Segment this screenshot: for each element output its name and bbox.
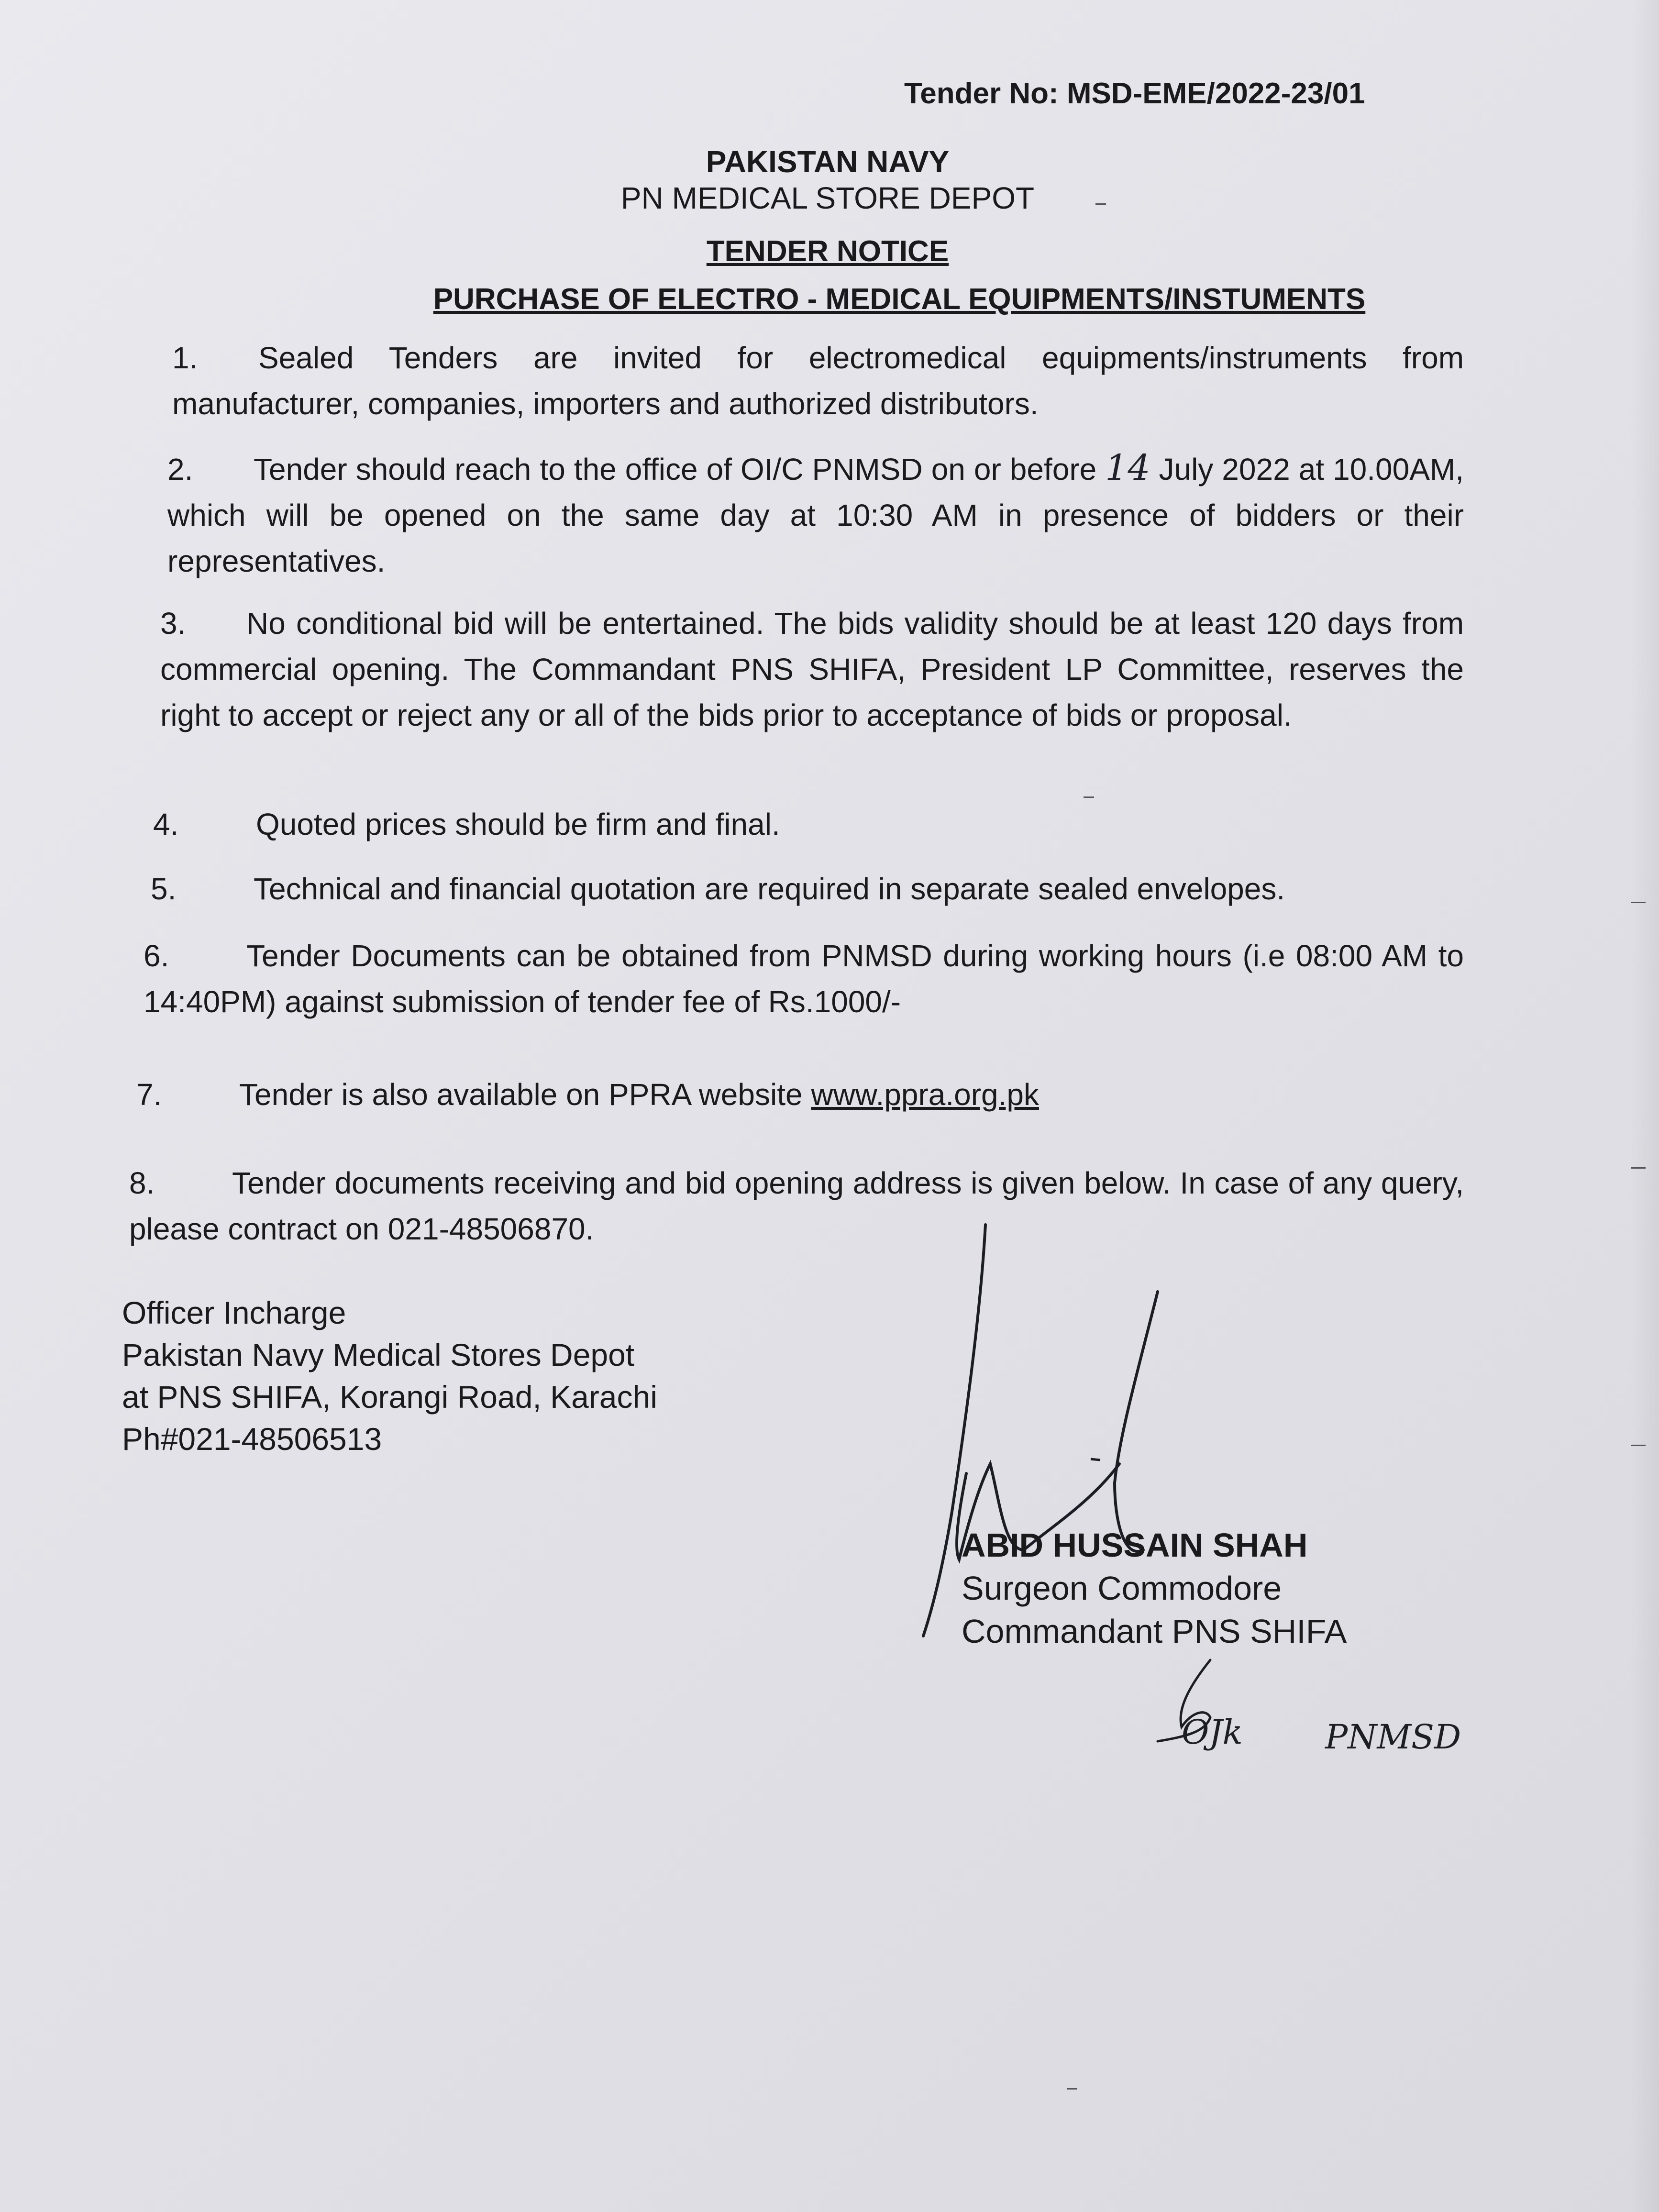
page-speck	[1631, 1445, 1646, 1446]
organization-name: PAKISTAN NAVY	[706, 144, 950, 179]
paragraph-number: 7.	[136, 1077, 162, 1112]
paragraph-number: 6.	[144, 939, 169, 973]
notice-title: TENDER NOTICE	[706, 235, 949, 268]
tender-number: Tender No: MSD-EME/2022-23/01	[904, 77, 1365, 110]
signatory-designation: Commandant PNS SHIFA	[962, 1613, 1347, 1650]
signatory-rank: Surgeon Commodore	[962, 1570, 1282, 1607]
paragraph-number: 8.	[129, 1166, 155, 1200]
paragraph-number: 4.	[153, 807, 179, 841]
handwritten-initials: OJk	[1182, 1713, 1243, 1752]
paragraph-7	[136, 1072, 1466, 1117]
page-shadow-edge	[1630, 0, 1659, 2212]
handwritten-unit-note: PNMSD	[1325, 1717, 1461, 1757]
address-phone: Ph#021-48506513	[122, 1421, 382, 1457]
paragraph-text: Tender Documents can be obtained from PNMSD during working hours (i.e 08:00 AM to 14:40PM) against submission of tender fee of Rs.1000/-	[144, 939, 1464, 1019]
signatory-name: ABID HUSSAIN SHAH	[962, 1526, 1308, 1564]
paragraph-text: No conditional bid will be entertained. The bids validity should be at least 120 days from commercial opening. The Commandant PNS SHIFA, President LP Committee, reserves the right to accept or reject any or all of the bids prior to acceptance of bids or proposal.	[160, 606, 1464, 732]
address-line: Officer Incharge	[122, 1295, 346, 1330]
address-line: at PNS SHIFA, Korangi Road, Karachi	[122, 1379, 657, 1415]
document-header	[478, 144, 1177, 216]
page-speck	[1631, 1167, 1646, 1169]
paragraph-text: Technical and financial quotation are required in separate sealed envelopes.	[254, 872, 1285, 906]
handwritten-day: 14	[1105, 447, 1150, 488]
paragraph-3	[160, 600, 1464, 738]
address-block	[122, 1292, 657, 1460]
page-speck	[1095, 203, 1106, 205]
paragraph-text: Sealed Tenders are invited for electromedical equipments/instruments from manufacturer, companies, importers and authorized distributors.	[172, 341, 1464, 421]
paragraph-number: 1.	[172, 341, 198, 375]
ppra-website-link[interactable]: www.ppra.org.pk	[811, 1077, 1039, 1112]
paragraph-text: Tender documents receiving and bid opening address is given below. In case of any query, please contract on 021-48506870.	[129, 1166, 1464, 1246]
signatory-block	[962, 1524, 1347, 1653]
paragraph-number: 5.	[151, 872, 177, 906]
page-speck	[1631, 902, 1646, 903]
notice-subject: PURCHASE OF ELECTRO - MEDICAL EQUIPMENTS/INSTUMENTS	[433, 283, 1366, 316]
paragraph-number: 2.	[167, 452, 193, 487]
paragraph-text: Quoted prices should be firm and final.	[256, 807, 780, 841]
paragraph-6	[144, 933, 1464, 1025]
address-line: Pakistan Navy Medical Stores Depot	[122, 1337, 635, 1372]
paragraph-8	[129, 1160, 1464, 1252]
page-speck	[1084, 796, 1094, 798]
paragraph-text-after: July 2022 at 10.00AM, which will be opened on the same day at 10:30 AM in presence of bidders or their representatives.	[167, 452, 1464, 578]
paragraph-number: 3.	[160, 606, 186, 641]
paragraph-text-before: Tender should reach to the office of OI/C PNMSD on or before	[254, 452, 1097, 487]
unit-name: PN MEDICAL STORE DEPOT	[620, 181, 1035, 215]
paragraph-text: Tender is also available on PPRA website	[239, 1077, 803, 1112]
paragraph-5	[151, 866, 1466, 912]
page-speck	[1067, 2088, 1077, 2090]
paragraph-2	[167, 445, 1464, 584]
paragraph-1	[172, 335, 1464, 427]
paragraph-4	[153, 801, 1464, 847]
